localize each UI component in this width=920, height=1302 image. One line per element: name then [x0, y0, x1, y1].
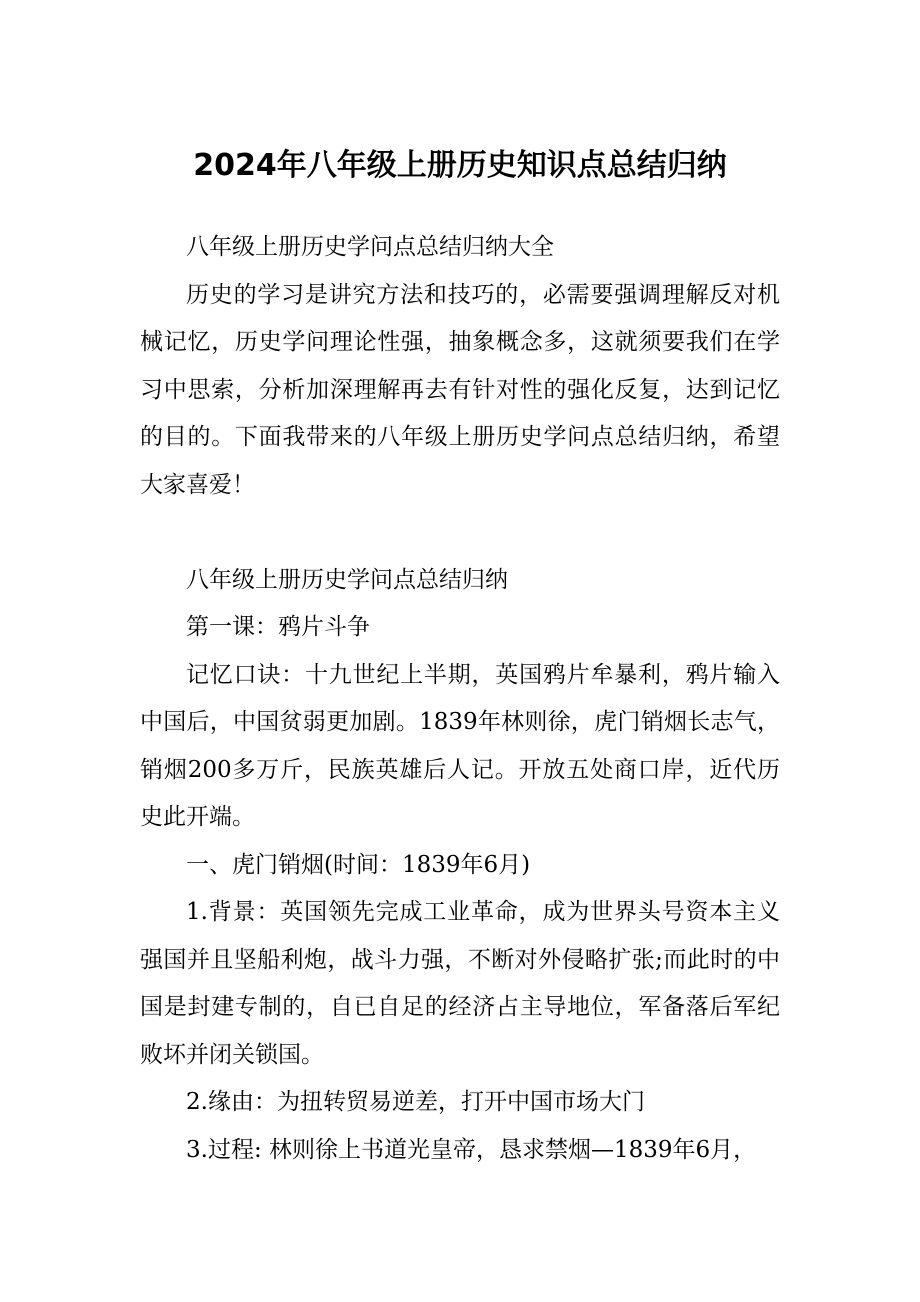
- process-paragraph: 3.过程: 林则徐上书道光皇帝，恳求禁烟—1839年6月，: [186, 1136, 757, 1163]
- mnemonic-paragraph: 记忆口诀：十九世纪上半期，英国鸦片牟暴利，鸦片输入中国后，中国贫弱更加剧。1839年林则徐，虎门销烟长志气，销烟200多万斤，民族英雄后人记。开放五处商口岸，近代历史此开端。: [140, 661, 780, 830]
- blank-line: [140, 509, 780, 557]
- intro-paragraph: 历史的学习是讲究方法和技巧的，必需要强调理解反对机械记忆，历史学问理论性强，抽象概念多，这就须要我们在学习中思索，分析加深理解再去有针对性的强化反复，达到记忆的目的。下面我带来的八年级上册历史学问点总结归纳，希望大家喜爱！: [140, 281, 780, 498]
- section-heading: 八年级上册历史学问点总结归纳: [186, 566, 508, 593]
- background-paragraph: 1.背景：英国领先完成工业革命，成为世界头号资本主义强国并且坚船利炮，战斗力强，不断对外侵略扩张;而此时的中国是封建专制的，自已自足的经济占主导地位，军备落后军纪败坏并闭关锁国。: [140, 899, 780, 1068]
- subsection-heading: 一、虎门销烟(时间：1839年6月): [186, 851, 531, 878]
- subtitle-paragraph: 八年级上册历史学问点总结归纳大全: [186, 234, 554, 260]
- lesson-heading: 第一课：鸦片斗争: [186, 614, 370, 640]
- document-title: 2024年八年级上册历史知识点总结归纳: [193, 148, 727, 183]
- reason-paragraph: 2.缘由：为扭转贸易逆差，打开中国市场大门: [186, 1089, 645, 1115]
- document-body: [140, 224, 780, 1174]
